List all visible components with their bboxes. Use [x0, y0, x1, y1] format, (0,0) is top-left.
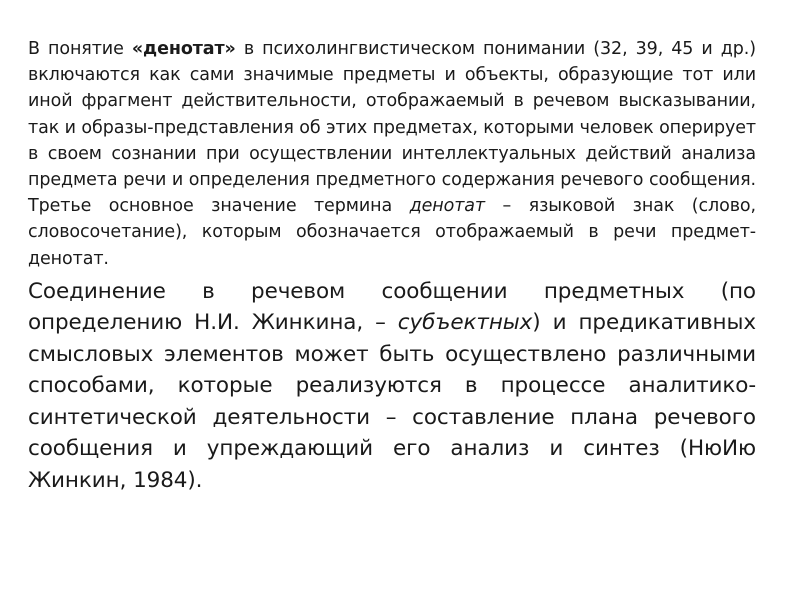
p1-text-1: В понятие — [28, 39, 132, 59]
slide-content — [28, 36, 756, 496]
paragraph-semantic-elements — [28, 276, 756, 497]
term-subjective-italic: субъектных — [397, 310, 533, 336]
term-denotat-bold: «денотат» — [131, 39, 236, 59]
paragraph-denotat-definition — [28, 36, 756, 272]
p1-text-2: в психолингвистическом понимании (32, 39, 45 и др.) включаются как сами значимые предметы и объекты, образующие тот или иной фрагмент действительности, отображаемый в речевом высказывании, так и образы-представления об этих предметах, которыми человек оперирует в своем сознании при осуществлении интеллектуальных действий анализа предмета речи и определения предметного содержания речевого сообщения. Третье основное значение термина — [28, 39, 756, 217]
term-denotat-italic: денотат — [409, 196, 486, 217]
p2-text-2: ) и предикативных смысловых элементов может быть осуществлено различными способами, которые реализуются в процессе аналитико-синтетической деятельности – составление плана речевого сообщения и упреждающий его анализ и синтез (НюИю Жинкин, 1984). — [28, 310, 757, 493]
p1-text-3: – языковой знак (слово, словосочетание), которым обозначается отображаемый в речи предмет-денотат. — [28, 196, 757, 269]
p2-text-1: Соединение в речевом сообщении предметных (по определению Н.И. Жинкина, – — [28, 278, 756, 336]
